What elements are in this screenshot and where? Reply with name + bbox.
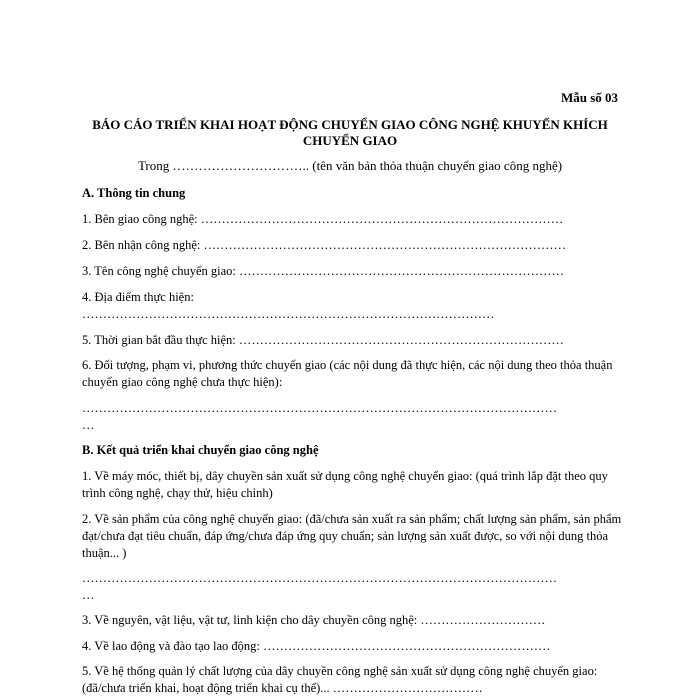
- section-b-item-2: 2. Về sản phẩm của công nghệ chuyển giao: (đã/chưa sản xuất ra sản phẩm; chất lượng sản phẩm, sản phẩm đạt/chưa đạt tiêu chuẩn, đáp ứng/chưa đáp ứng quy chuẩn; sản lượng sản xuất được, so với nội dung thỏa thuận... ): [82, 512, 622, 560]
- section-a-heading: A. Thông tin chung: [82, 186, 186, 200]
- section-b-heading: B. Kết quả triển khai chuyển giao công nghệ: [82, 443, 319, 457]
- section-a-item-3: 3. Tên công nghệ chuyển giao: ……………………………………………………………………: [82, 264, 565, 278]
- document-subtitle: Trong ………………………….. (tên văn bản thỏa thuận chuyển giao công nghệ): [137, 158, 563, 173]
- section-b-item-3: 3. Về nguyên, vật liệu, vật tư, linh kiện cho dây chuyền công nghệ: …………………………: [82, 613, 546, 627]
- section-a-item-6-dots-2: …: [82, 418, 95, 432]
- section-b-item-2-dots-2: …: [82, 588, 95, 602]
- section-a-item-6: 6. Đối tượng, phạm vi, phương thức chuyển giao (các nội dung đã thực hiện, các nội dung theo thỏa thuận chuyển giao công nghệ chưa thực hiện):: [82, 358, 613, 389]
- document-title: BÁO CÁO TRIỂN KHAI HOẠT ĐỘNG CHUYỂN GIAO CÔNG NGHỆ KHUYẾN KHÍCH CHUYỂN GIAO: [92, 117, 608, 148]
- section-a-item-6-dots: ……………………………………………………………………………………………………: [82, 401, 557, 415]
- section-a-item-2: 2. Bên nhận công nghệ: ……………………………………………………………………………: [82, 238, 567, 252]
- section-b-item-1: 1. Về máy móc, thiết bị, dây chuyền sản xuất sử dụng công nghệ chuyển giao: (quá trình lắp đặt theo quy trình công nghệ, chạy thử, hiệu chỉnh): [82, 469, 608, 500]
- section-b-item-4: 4. Về lao động và đào tạo lao động: ……………………………………………………………: [82, 639, 551, 653]
- section-b-item-5: 5. Về hệ thống quản lý chất lượng của dây chuyền công nghệ sản xuất sử dụng công nghệ chuyển giao: (đã/chưa triển khai, hoạt động triển khai cụ thể)... ………………………………: [82, 664, 598, 695]
- section-a-item-4-label: 4. Địa điểm thực hiện:: [82, 290, 194, 304]
- form-number: Mẫu số 03: [560, 90, 618, 105]
- section-b-item-2-dots: ……………………………………………………………………………………………………: [82, 571, 557, 585]
- section-a-item-5: 5. Thời gian bắt đầu thực hiện: ……………………………………………………………………: [82, 333, 564, 347]
- section-a-item-1: 1. Bên giao công nghệ: ……………………………………………………………………………: [82, 212, 564, 226]
- section-a-item-4-dots: ………………………………………………………………………………………: [82, 307, 495, 321]
